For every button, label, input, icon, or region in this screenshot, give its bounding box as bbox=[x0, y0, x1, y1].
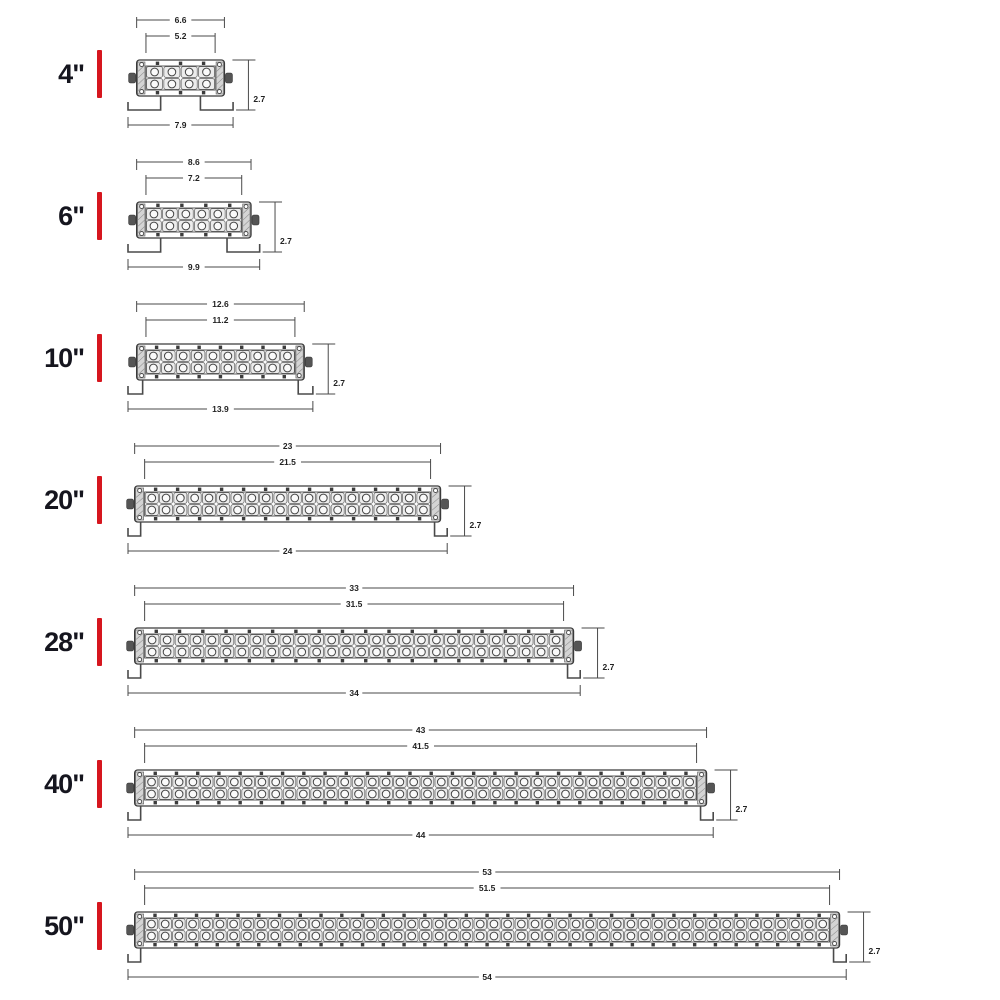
dimension-value-height: 2.7 bbox=[280, 236, 292, 246]
dimension-value-height: 2.7 bbox=[333, 378, 346, 388]
mount-bracket-left bbox=[128, 238, 161, 252]
size-label-block bbox=[0, 902, 118, 950]
dimension-value: 6.6 bbox=[174, 15, 187, 25]
red-accent-bar bbox=[97, 476, 102, 524]
size-label: 28" bbox=[44, 626, 84, 657]
lightbar-drawing-6in bbox=[118, 150, 310, 282]
mount-bracket-right bbox=[568, 664, 581, 678]
dimension-value: 41.5 bbox=[412, 741, 429, 751]
mount-bracket-left bbox=[128, 96, 161, 110]
dimension-value: 54 bbox=[482, 972, 492, 982]
dimension-value: 7.2 bbox=[187, 173, 200, 183]
size-label: 10" bbox=[44, 342, 84, 373]
red-accent-bar bbox=[97, 334, 102, 382]
size-label-block bbox=[0, 50, 118, 98]
dimension-value: 31.5 bbox=[345, 599, 363, 609]
size-label: 6" bbox=[58, 200, 84, 231]
mount-bracket-right bbox=[435, 522, 448, 536]
mount-bracket-left bbox=[128, 522, 141, 536]
mount-bracket-left bbox=[128, 380, 143, 394]
red-accent-bar bbox=[97, 50, 102, 98]
size-label: 40" bbox=[44, 768, 84, 799]
dimension-value: 11.2 bbox=[212, 315, 229, 325]
dimension-value: 5.2 bbox=[174, 31, 187, 41]
lightbar-drawing-20in bbox=[118, 434, 499, 566]
mount-bracket-right bbox=[701, 806, 714, 820]
dimension-value: 8.6 bbox=[187, 157, 200, 167]
mount-bracket-left bbox=[128, 664, 141, 678]
lightbar-drawing-50in bbox=[118, 860, 898, 992]
dimension-value: 51.5 bbox=[478, 883, 496, 893]
size-label-block bbox=[0, 760, 118, 808]
dimension-value: 7.9 bbox=[174, 120, 187, 130]
lightbar-drawing-28in bbox=[118, 576, 632, 708]
dimension-value: 34 bbox=[349, 688, 359, 698]
mount-bracket-left bbox=[128, 948, 141, 962]
size-label-block bbox=[0, 192, 118, 240]
size-label-block bbox=[0, 334, 118, 382]
size-label: 50" bbox=[44, 910, 84, 941]
dimension-value: 33 bbox=[349, 583, 359, 593]
dimension-value: 9.9 bbox=[187, 262, 200, 272]
mount-bracket-right bbox=[200, 96, 233, 110]
size-label-block bbox=[0, 618, 118, 666]
lightbar-row-20in bbox=[0, 429, 1000, 571]
dimension-value-height: 2.7 bbox=[735, 804, 748, 814]
red-accent-bar bbox=[97, 902, 102, 950]
red-accent-bar bbox=[97, 618, 102, 666]
dimension-value: 24 bbox=[282, 546, 293, 556]
size-label: 4" bbox=[58, 58, 84, 89]
mount-bracket-right bbox=[298, 380, 313, 394]
mount-bracket-right bbox=[227, 238, 260, 252]
dimension-value: 44 bbox=[415, 830, 426, 840]
dimension-value-height: 2.7 bbox=[868, 946, 881, 956]
lightbar-row-50in bbox=[0, 855, 1000, 997]
red-accent-bar bbox=[97, 192, 102, 240]
red-accent-bar bbox=[97, 760, 102, 808]
dimension-value: 13.9 bbox=[212, 404, 229, 414]
lightbar-row-28in bbox=[0, 571, 1000, 713]
mount-bracket-right bbox=[834, 948, 847, 962]
lightbar-row-40in bbox=[0, 713, 1000, 855]
dimension-value: 12.6 bbox=[212, 299, 229, 309]
size-label-block bbox=[0, 476, 118, 524]
dimension-value-height: 2.7 bbox=[253, 94, 266, 104]
lightbar-drawing-10in bbox=[118, 292, 363, 424]
lightbar-drawing-4in bbox=[118, 8, 283, 140]
dimension-value: 21.5 bbox=[279, 457, 296, 467]
dimension-value: 23 bbox=[282, 441, 293, 451]
lightbar-drawing-40in bbox=[118, 718, 765, 850]
dimension-value: 43 bbox=[415, 725, 426, 735]
mount-bracket-left bbox=[128, 806, 141, 820]
lightbar-row-10in bbox=[0, 287, 1000, 429]
dimension-value: 53 bbox=[482, 867, 492, 877]
size-label: 20" bbox=[44, 484, 84, 515]
dimension-value-height: 2.7 bbox=[602, 662, 615, 672]
lightbar-row-4in bbox=[0, 3, 1000, 145]
dimension-value-height: 2.7 bbox=[469, 520, 482, 530]
lightbar-row-6in bbox=[0, 145, 1000, 287]
